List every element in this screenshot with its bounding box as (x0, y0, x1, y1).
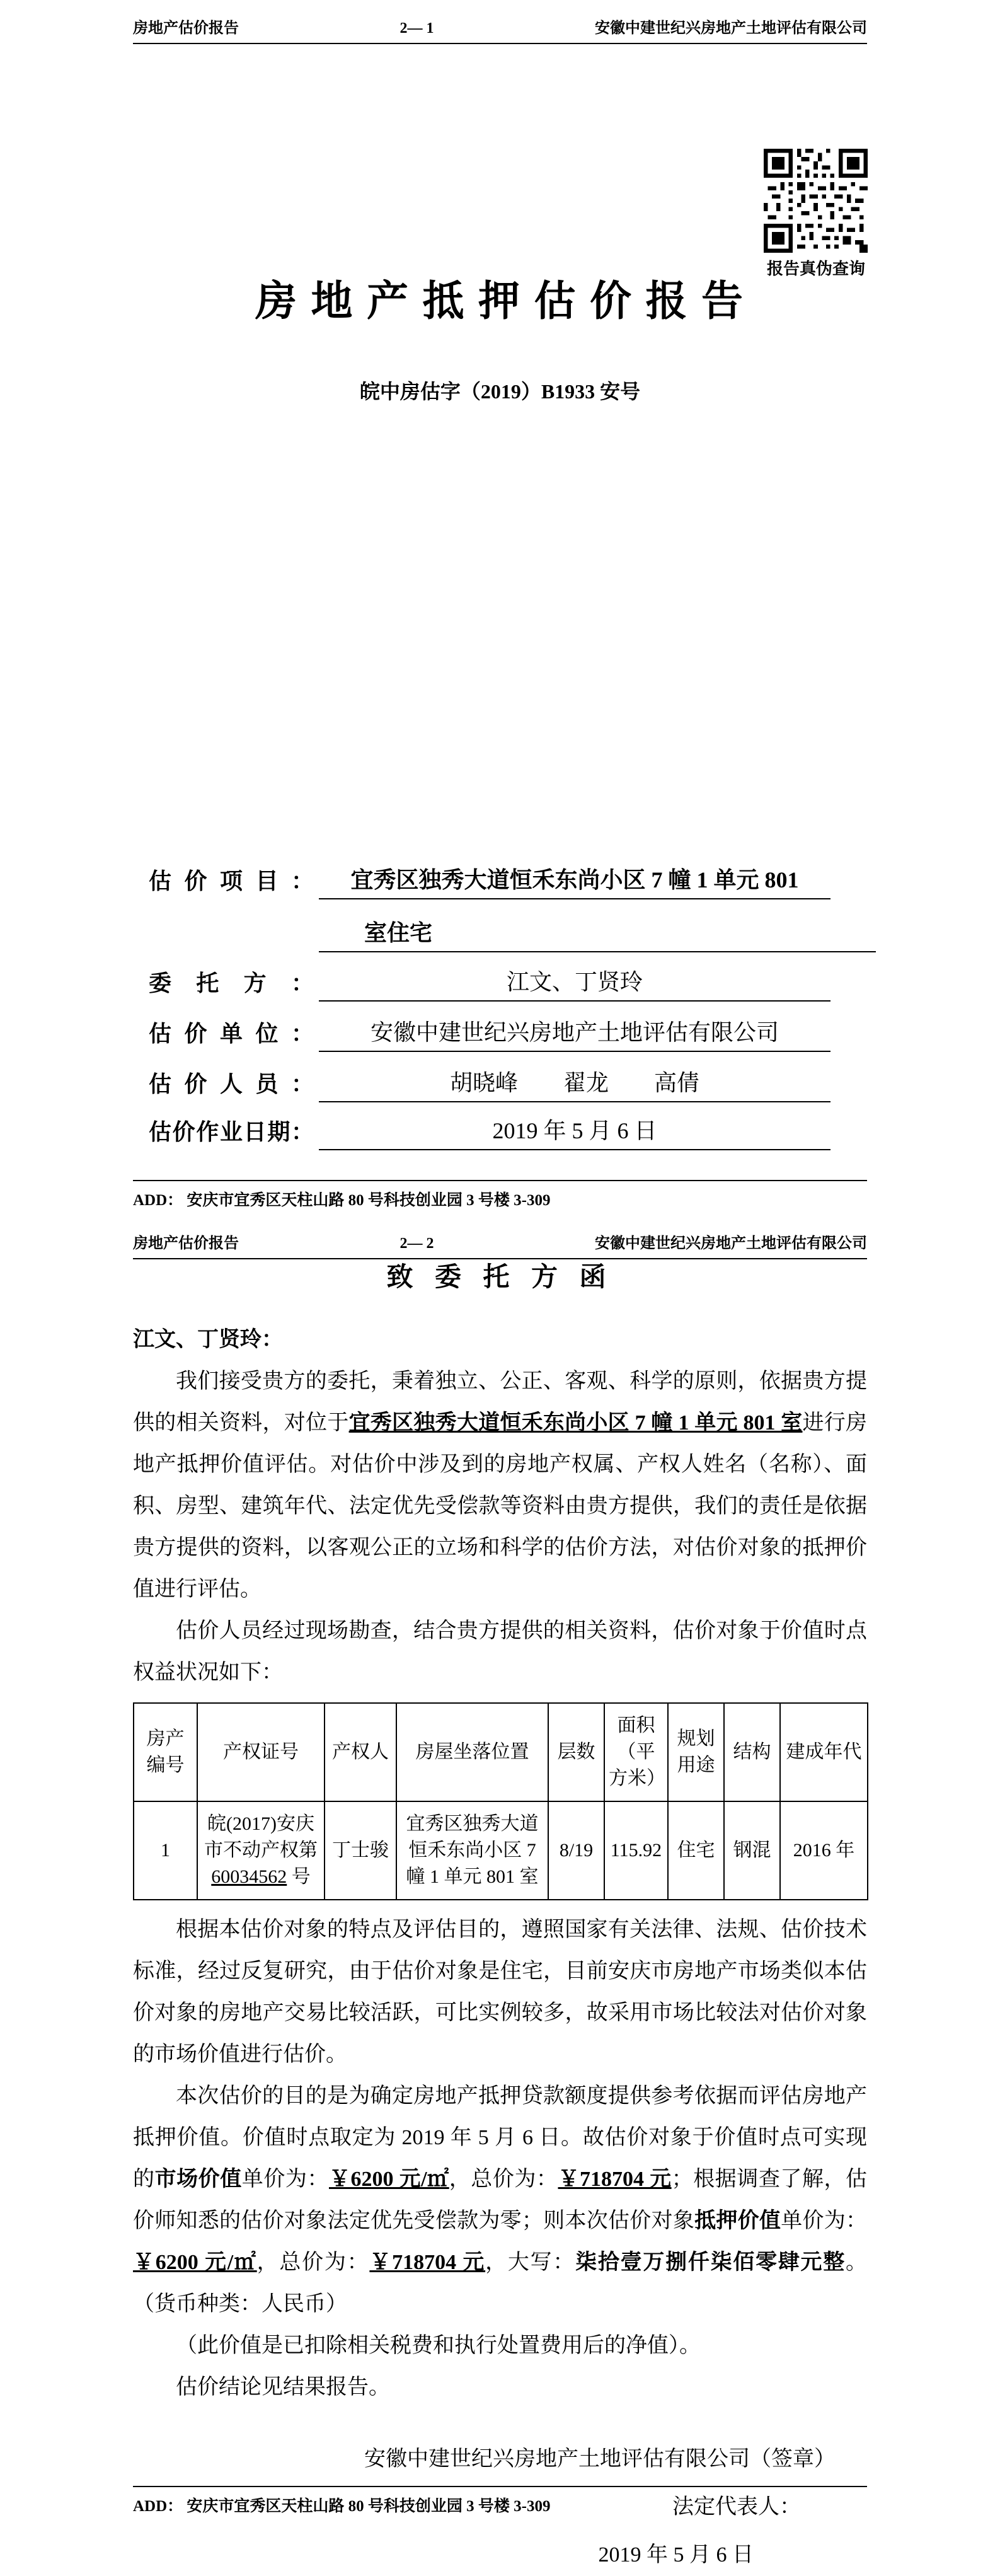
field-project-value-line1: 宜秀区独秀大道恒禾东尚小区 7 幢 1 单元 801 (319, 862, 830, 899)
field-date-value: 2019 年 5 月 6 日 (319, 1113, 830, 1150)
field-date-label: 估价作业日期： (149, 1119, 314, 1145)
col-header-owner: 产权人 (325, 1703, 396, 1801)
field-agency (149, 1015, 830, 1052)
field-staff-value: 胡晓峰 翟龙 高倩 (319, 1065, 830, 1102)
page1-header (133, 15, 867, 44)
col-header-planned-use: 规划用途 (668, 1703, 724, 1801)
col-header-year-built: 建成年代 (780, 1703, 868, 1801)
col-header-area: 面积（平方米） (604, 1703, 668, 1801)
table-row (134, 1801, 868, 1900)
letter-title: 致 委 托 方 函 (386, 1263, 614, 1292)
field-project-value-line2: 室住宅 (319, 915, 876, 952)
header-report-title: 房地产估价报告 (133, 1235, 239, 1252)
field-client-label: 委托方： (149, 971, 314, 996)
letter-paragraph-4: 本次估价的目的是为确定房地产抵押贷款额度提供参考依据而评估房地产抵押价值。价值时点取定为 2019 年 5 月 6 日。故估价对象于价值时点可实现的市场价值单价为：￥6200 元/㎡，总价为：￥718704 元；根据调查了解，估价师知悉的估价对象法定优先受偿款为零；则本次估价对象抵押价值单价为：￥6200 元/㎡，总价为：￥718704 元，大写：柒拾壹万捌仟柒佰零肆元整。（货币种类：人民币） (133, 2084, 868, 2316)
field-client-value: 江文、丁贤玲 (319, 964, 830, 1002)
signature-date: 2019 年 5 月 6 日 (598, 2543, 754, 2567)
page1-number: 2— 1 (399, 20, 434, 37)
letter-paragraph-6: 估价结论见结果报告。 (176, 2375, 390, 2399)
col-header-structure: 结构 (724, 1703, 780, 1801)
field-staff-label: 估价人员： (149, 1071, 314, 1097)
field-agency-label: 估价单位： (149, 1021, 314, 1046)
cell-floor: 8/19 (548, 1801, 604, 1900)
col-header-cert-number: 产权证号 (197, 1703, 325, 1801)
footer-address: ADD： 安庆市宜秀区天柱山路 80 号科技创业园 3 号楼 3-309 (133, 2498, 551, 2515)
letter-paragraph-5: （此价值是已扣除相关税费和执行处置费用后的净值）。 (176, 2333, 701, 2357)
page1-footer (133, 1180, 867, 1210)
signature-legal-rep: 法定代表人： (672, 2495, 801, 2519)
qr-caption: 报告真伪查询 (766, 260, 865, 278)
field-agency-value: 安徽中建世纪兴房地产土地评估有限公司 (319, 1015, 830, 1052)
page2-header (133, 1230, 867, 1259)
field-staff (149, 1065, 830, 1102)
letter-salutation: 江文、丁贤玲： (133, 1327, 283, 1351)
field-client (149, 964, 830, 1002)
cell-year-built: 2016 年 (780, 1801, 868, 1900)
report-main-title: 房 地 产 抵 押 估 价 报 告 (255, 279, 745, 325)
cell-area: 115.92 (604, 1801, 668, 1900)
field-date (149, 1113, 830, 1150)
letter-to-client (133, 1261, 867, 2576)
cell-structure: 钢混 (724, 1801, 780, 1900)
letter-paragraph-1: 我们接受贵方的委托，秉着独立、公正、客观、科学的原则，依据贵方提供的相关资料，对位于宜秀区独秀大道恒禾东尚小区 7 幢 1 单元 801 室进行房地产抵押价值评估。对估价中涉及到的房地产权属、产权人姓名（名称）、面积、房型、建筑年代、法定优先受偿款等资料由贵方提供，我们的责任是依据贵方提供的资料，以客观公正的立场和科学的估价方法，对估价对象的抵押价值进行评估。 (133, 1369, 868, 1601)
field-project-label: 估价项目： (149, 869, 314, 894)
property-rights-table (133, 1702, 868, 1900)
col-header-floor: 层数 (548, 1703, 604, 1801)
qr-code (764, 149, 868, 253)
table-header-row (134, 1703, 868, 1801)
footer-address: ADD： 安庆市宜秀区天柱山路 80 号科技创业园 3 号楼 3-309 (133, 1192, 551, 1209)
header-company-name: 安徽中建世纪兴房地产土地评估有限公司 (595, 1235, 867, 1252)
field-project-line2 (149, 915, 876, 952)
letter-paragraph-3: 根据本估价对象的特点及评估目的，遵照国家有关法律、法规、估价技术标准，经过反复研究，由于估价对象是住宅，目前安庆市房地产市场类似本估价对象的房地产交易比较活跃，可比实例较多，故采用市场比较法对估价对象的市场价值进行估价。 (133, 1917, 867, 2066)
col-header-property-id: 房产编号 (134, 1703, 197, 1801)
header-company-name: 安徽中建世纪兴房地产土地评估有限公司 (595, 20, 867, 37)
letter-paragraph-2: 估价人员经过现场勘查，结合贵方提供的相关资料，估价对象于价值时点权益状况如下： (133, 1619, 867, 1684)
cell-location: 宜秀区独秀大道恒禾东尚小区 7 幢 1 单元 801 室 (396, 1801, 548, 1900)
header-report-title: 房地产估价报告 (133, 20, 239, 37)
report-doc-number: 皖中房估字（2019）B1933 安号 (359, 380, 641, 403)
page2-number: 2— 2 (399, 1235, 434, 1252)
cell-property-id: 1 (134, 1801, 197, 1900)
cell-cert-number: 皖(2017)安庆市不动产权第 60034562 号 (197, 1801, 325, 1900)
field-project (149, 862, 830, 899)
col-header-location: 房屋坐落位置 (396, 1703, 548, 1801)
page2-footer (133, 2486, 867, 2516)
cell-planned-use: 住宅 (668, 1801, 724, 1900)
cell-owner: 丁士骏 (325, 1801, 396, 1900)
signature-company: 安徽中建世纪兴房地产土地评估有限公司（签章） (364, 2447, 836, 2471)
